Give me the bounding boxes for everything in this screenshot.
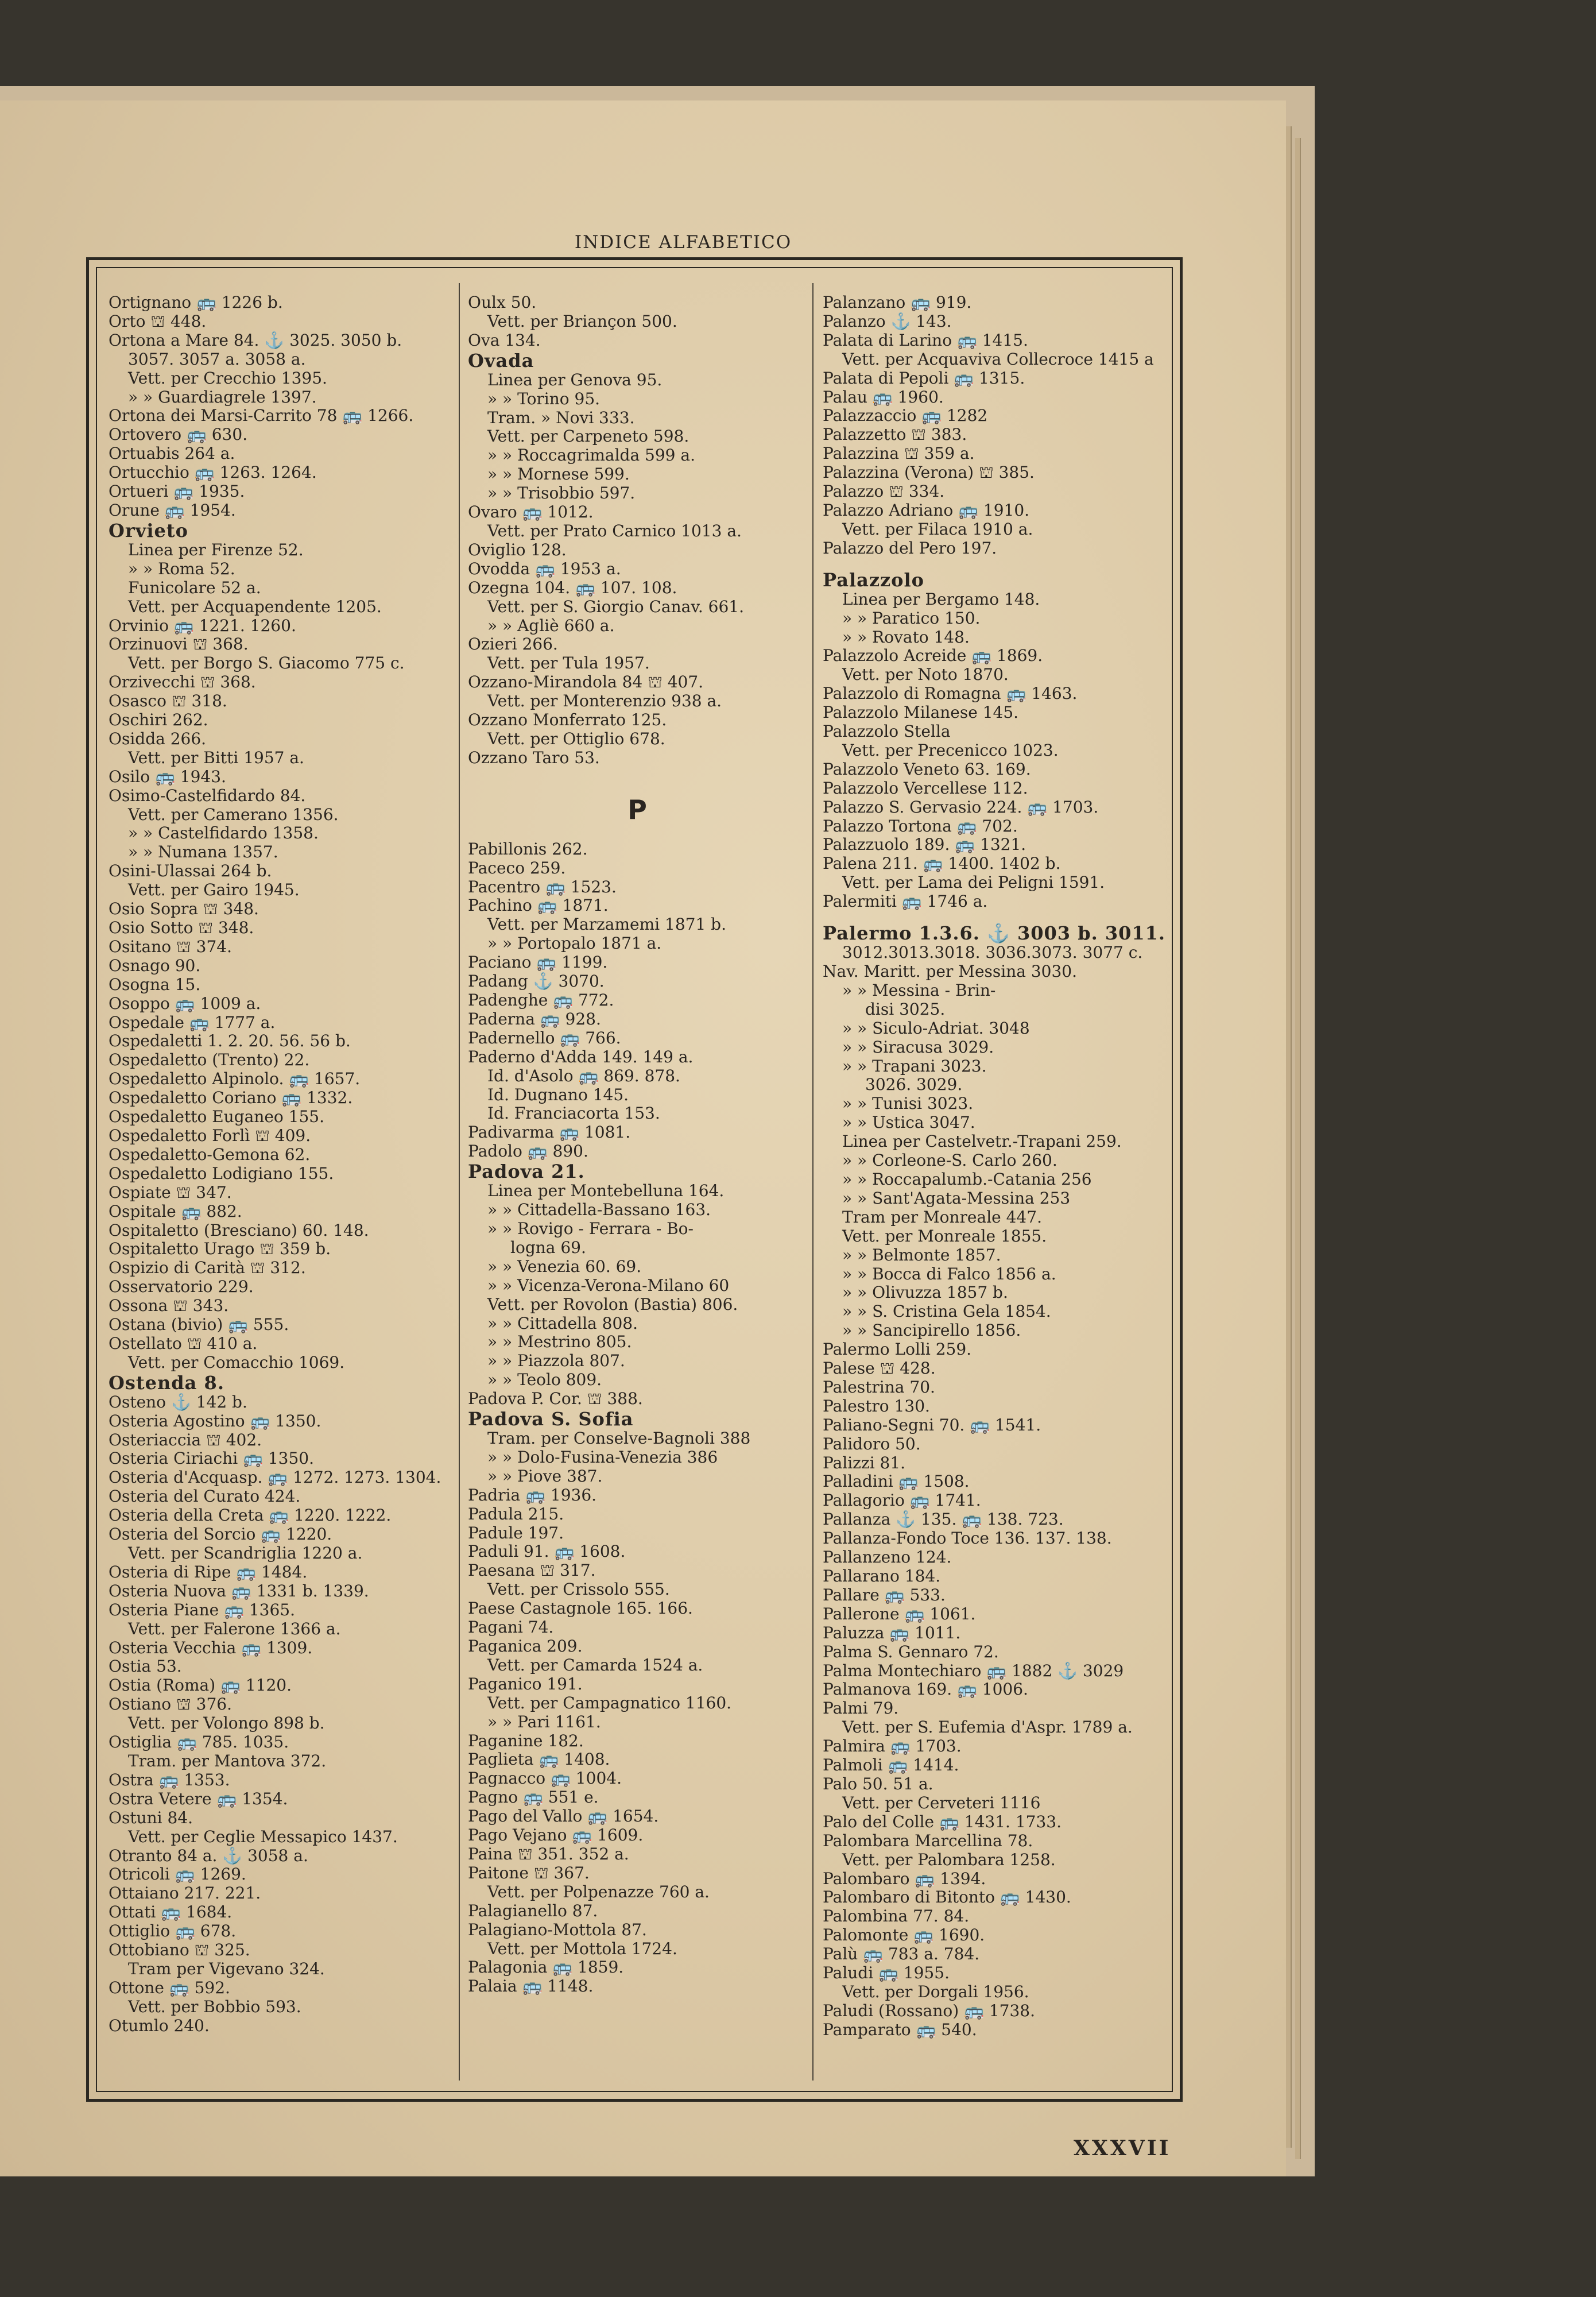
index-entry: Palermiti 🚌 1746 a. <box>823 892 988 911</box>
index-column-3 <box>823 293 1167 2040</box>
index-entry: Vett. per S. Eufemia d'Aspr. 1789 a. <box>842 1718 1133 1737</box>
index-entry: Ostra 🚌 1353. <box>109 1770 230 1789</box>
index-entry: » » Paratico 150. <box>842 609 981 628</box>
index-entry: Vett. per Camarda 1524 a. <box>487 1656 703 1675</box>
index-entry: Pallagorio 🚌 1741. <box>823 1491 981 1510</box>
index-entry: Paganica 209. <box>468 1637 583 1656</box>
index-entry: Palestrina 70. <box>823 1378 935 1397</box>
running-header: INDICE ALFABETICO <box>574 232 792 253</box>
index-entry: Pachino 🚌 1871. <box>468 896 609 915</box>
index-entry: Ortucchio 🚌 1263. 1264. <box>109 463 317 482</box>
index-entry: Osoppo 🚌 1009 a. <box>109 994 261 1013</box>
index-entry: Pagani 74. <box>468 1618 554 1637</box>
index-entry: Vett. per Comacchio 1069. <box>128 1353 345 1372</box>
index-entry: Linea per Bergamo 148. <box>842 590 1040 609</box>
index-entry: Orzinuovi ⛫ 368. <box>109 635 249 654</box>
index-entry: Paese Castagnole 165. 166. <box>468 1599 693 1618</box>
index-entry: » » Tunisi 3023. <box>842 1095 974 1113</box>
index-entry: Osteria della Creta 🚌 1220. 1222. <box>109 1506 392 1525</box>
index-entry: Vett. per Scandriglia 1220 a. <box>128 1544 363 1563</box>
index-entry: » » Bocca di Falco 1856 a. <box>842 1264 1056 1283</box>
index-entry: Ova 134. <box>468 331 541 350</box>
index-entry: Pallerone 🚌 1061. <box>823 1604 976 1623</box>
index-entry: Ortignano 🚌 1226 b. <box>109 293 283 312</box>
index-entry: Palomonte 🚌 1690. <box>823 1926 985 1945</box>
page-edge-stack <box>1295 138 1301 2159</box>
index-entry: Vett. per Marzamemi 1871 b. <box>487 915 727 934</box>
index-entry: Palazzolo Vercellese 112. <box>823 779 1028 798</box>
index-entry: Oviglio 128. <box>468 540 567 559</box>
index-entry: Paitone ⛫ 367. <box>468 1863 590 1882</box>
index-entry: Vett. per Ottiglio 678. <box>487 729 665 748</box>
index-entry: Palazzolo Veneto 63. 169. <box>823 760 1031 779</box>
index-entry: Paglieta 🚌 1408. <box>468 1750 610 1769</box>
index-entry: Osservatorio 229. <box>109 1278 254 1297</box>
index-entry: Ospedaletto Forlì ⛫ 409. <box>109 1126 311 1145</box>
index-entry: Vett. per Gairo 1945. <box>128 881 300 900</box>
index-entry: Palata di Larino 🚌 1415. <box>823 331 1028 350</box>
index-entry: Ossona ⛫ 343. <box>109 1297 229 1316</box>
index-entry: 3012.3013.3018. 3036.3073. 3077 c. <box>842 943 1143 962</box>
index-entry: Palata di Pepoli 🚌 1315. <box>823 369 1025 388</box>
index-entry: Vett. per Lama dei Peligni 1591. <box>842 873 1105 892</box>
index-entry: Osogna 15. <box>109 975 201 994</box>
index-entry: » » Roccagrimalda 599 a. <box>487 446 695 465</box>
index-entry: Paderna 🚌 928. <box>468 1010 601 1028</box>
index-heading: Palermo 1.3.6. ⚓ 3003 b. 3011. <box>823 923 1166 944</box>
index-entry: Oschiri 262. <box>109 711 208 730</box>
index-entry: Osteria Piane 🚌 1365. <box>109 1600 295 1619</box>
index-entry: » » Rovato 148. <box>842 628 970 647</box>
index-entry: Palazzo del Pero 197. <box>823 539 997 558</box>
index-entry: Palena 211. 🚌 1400. 1402 b. <box>823 854 1061 873</box>
index-entry: Linea per Castelvetr.-Trapani 259. <box>842 1132 1122 1151</box>
index-entry: disi 3025. <box>865 1000 946 1019</box>
index-entry: Ostana (bivio) 🚌 555. <box>109 1316 289 1335</box>
index-entry: » » Sant'Agata-Messina 253 <box>842 1189 1071 1208</box>
index-entry: Vett. per Filaca 1910 a. <box>842 520 1033 539</box>
page-number: XXXVII <box>1074 2136 1171 2160</box>
index-entry: » » Mornese 599. <box>487 465 630 484</box>
index-entry: Palo del Colle 🚌 1431. 1733. <box>823 1812 1062 1831</box>
index-entry: Palombina 77. 84. <box>823 1907 970 1926</box>
index-entry: Palombara Marcellina 78. <box>823 1831 1033 1850</box>
index-entry: Ortona a Mare 84. ⚓ 3025. 3050 b. <box>109 331 402 350</box>
index-entry: Ositano ⛫ 374. <box>109 937 232 956</box>
index-entry: » » Piove 387. <box>487 1467 603 1486</box>
index-entry: Ottiglio 🚌 678. <box>109 1922 237 1941</box>
index-entry: Osteria Nuova 🚌 1331 b. 1339. <box>109 1581 369 1600</box>
index-entry: Vett. per Ceglie Messapico 1437. <box>128 1827 398 1846</box>
index-entry: Padang ⚓ 3070. <box>468 972 605 991</box>
index-entry: Linea per Montebelluna 164. <box>487 1182 725 1201</box>
index-entry: Palazzo ⛫ 334. <box>823 482 945 501</box>
index-entry: Osnago 90. <box>109 956 201 975</box>
index-entry: Osteria Vecchia 🚌 1309. <box>109 1638 313 1657</box>
index-entry: Ortueri 🚌 1935. <box>109 482 245 501</box>
index-heading: Padova 21. <box>468 1161 585 1182</box>
index-entry: » » S. Cristina Gela 1854. <box>842 1302 1051 1321</box>
index-entry: Paciano 🚌 1199. <box>468 953 608 972</box>
index-entry: Palestro 130. <box>823 1397 930 1416</box>
index-entry: Pallare 🚌 533. <box>823 1586 946 1604</box>
index-entry: Vett. per Bitti 1957 a. <box>128 748 304 767</box>
index-entry: Ostia (Roma) 🚌 1120. <box>109 1676 292 1695</box>
index-entry: Ospitaletto (Bresciano) 60. 148. <box>109 1221 369 1240</box>
index-entry: Palermo Lolli 259. <box>823 1340 972 1359</box>
index-entry: Palma S. Gennaro 72. <box>823 1642 999 1661</box>
index-entry: Orvinio 🚌 1221. 1260. <box>109 616 296 635</box>
index-entry: » » Agliè 660 a. <box>487 616 615 635</box>
index-entry: Orto ⛫ 448. <box>109 312 207 331</box>
index-entry: Palau 🚌 1960. <box>823 388 944 407</box>
index-entry: Vett. per Carpeneto 598. <box>487 427 689 446</box>
index-entry: Vett. per Volongo 898 b. <box>128 1714 325 1733</box>
index-entry: » » Cittadella 808. <box>487 1314 638 1333</box>
index-entry: Osini-Ulassai 264 b. <box>109 862 272 881</box>
index-entry: Palazzo S. Gervasio 224. 🚌 1703. <box>823 798 1099 817</box>
index-entry: Vett. per Crecchio 1395. <box>128 369 327 388</box>
index-entry: Vett. per Dorgali 1956. <box>842 1982 1029 2001</box>
index-entry: Palanzano 🚌 919. <box>823 293 972 312</box>
index-entry: Vett. per Mottola 1724. <box>487 1939 677 1958</box>
index-entry: Osteria del Curato 424. <box>109 1487 301 1506</box>
index-entry: » » Vicenza-Verona-Milano 60 <box>487 1276 730 1295</box>
index-entry: Pallanza ⚓ 135. 🚌 138. 723. <box>823 1510 1064 1529</box>
index-entry: Vett. per S. Giorgio Canav. 661. <box>487 597 744 616</box>
index-entry: Ospizio di Carità ⛫ 312. <box>109 1259 306 1278</box>
column-separator <box>812 283 814 2081</box>
index-entry: Tram. per Conselve-Bagnoli 388 <box>487 1429 751 1448</box>
index-entry: » » Piazzola 807. <box>487 1352 625 1371</box>
index-entry: Tram. per Mantova 372. <box>128 1751 327 1770</box>
index-entry: Osteria d'Acquasp. 🚌 1272. 1273. 1304. <box>109 1468 441 1487</box>
index-entry: Paderno d'Adda 149. 149 a. <box>468 1047 694 1066</box>
index-entry: Ospedale 🚌 1777 a. <box>109 1013 276 1032</box>
index-entry: » » Mestrino 805. <box>487 1333 632 1352</box>
index-entry: Paganico 191. <box>468 1675 583 1693</box>
index-entry: Vett. per Prato Carnico 1013 a. <box>487 521 742 540</box>
index-entry: » » Olivuzza 1857 b. <box>842 1283 1008 1302</box>
index-heading: Orvieto <box>109 520 188 541</box>
index-entry: Vett. per Palombara 1258. <box>842 1850 1056 1869</box>
index-heading: Padova S. Sofia <box>468 1409 634 1430</box>
index-entry: Vett. per Tula 1957. <box>487 654 650 673</box>
index-entry: » » Roma 52. <box>128 559 235 578</box>
index-entry: Id. Dugnano 145. <box>487 1085 629 1104</box>
index-entry: Pabillonis 262. <box>468 840 588 859</box>
index-entry: Ospiate ⛫ 347. <box>109 1183 232 1202</box>
index-entry: Ozzano Monferrato 125. <box>468 711 667 730</box>
index-entry: » » Dolo-Fusina-Venezia 386 <box>487 1448 718 1467</box>
index-entry: Palagonia 🚌 1859. <box>468 1958 624 1977</box>
index-entry: » » Portopalo 1871 a. <box>487 934 662 953</box>
index-entry: Ostuni 84. <box>109 1808 193 1827</box>
index-entry: Osteria del Sorcio 🚌 1220. <box>109 1525 332 1544</box>
index-entry: Orzivecchi ⛫ 368. <box>109 673 256 692</box>
index-entry: Palombaro di Bitonto 🚌 1430. <box>823 1888 1071 1907</box>
index-entry: » » Sancipirello 1856. <box>842 1321 1021 1340</box>
index-entry: Osteria Ciriachi 🚌 1350. <box>109 1449 314 1468</box>
index-entry: Ozieri 266. <box>468 635 558 654</box>
index-entry: Ottone 🚌 592. <box>109 1978 230 1997</box>
index-column-1 <box>109 293 453 2036</box>
index-entry: » » Trapani 3023. <box>842 1057 987 1076</box>
index-entry: Vett. per Briançon 500. <box>487 312 677 331</box>
index-heading: Ostenda 8. <box>109 1372 224 1393</box>
index-entry: Pagno 🚌 551 e. <box>468 1788 599 1807</box>
index-entry: Palladini 🚌 1508. <box>823 1472 970 1491</box>
section-letter: P <box>627 794 647 825</box>
index-entry: Paludi 🚌 1955. <box>823 1964 950 1983</box>
index-entry: » » Siracusa 3029. <box>842 1038 994 1057</box>
index-entry <box>468 829 807 840</box>
index-entry: Palazzo Adriano 🚌 1910. <box>823 501 1030 520</box>
index-entry: Ospedaletto-Gemona 62. <box>109 1145 311 1164</box>
index-entry: Palagiano-Mottola 87. <box>468 1920 647 1939</box>
index-entry: Palese ⛫ 428. <box>823 1359 936 1378</box>
index-entry: Ovaro 🚌 1012. <box>468 503 594 522</box>
index-entry: Paduli 91. 🚌 1608. <box>468 1542 626 1561</box>
index-entry: Padolo 🚌 890. <box>468 1142 588 1161</box>
index-entry: Vett. per Acquapendente 1205. <box>128 597 382 616</box>
index-entry: Ozzano Taro 53. <box>468 748 600 767</box>
index-entry: Id. d'Asolo 🚌 869. 878. <box>487 1066 680 1085</box>
index-entry: Paliano-Segni 70. 🚌 1541. <box>823 1416 1041 1434</box>
index-entry: » » Castelfidardo 1358. <box>128 824 319 843</box>
index-entry: Palombaro 🚌 1394. <box>823 1869 986 1888</box>
index-entry: Ovodda 🚌 1953 a. <box>468 559 621 578</box>
index-heading: Palazzolo <box>823 569 925 590</box>
index-entry: Pamparato 🚌 540. <box>823 2020 977 2039</box>
index-entry: » » Cittadella-Bassano 163. <box>487 1201 711 1220</box>
index-entry: Osteria Agostino 🚌 1350. <box>109 1412 321 1430</box>
index-entry: Palo 50. 51 a. <box>823 1774 933 1793</box>
index-entry: Ortuabis 264 a. <box>109 444 235 463</box>
index-entry: » » Trisobbio 597. <box>487 484 636 503</box>
index-entry: Paceco 259. <box>468 859 566 877</box>
index-entry: » » Belmonte 1857. <box>842 1246 1001 1264</box>
index-entry: Palazzolo di Romagna 🚌 1463. <box>823 685 1078 703</box>
index-entry: Osteria di Ripe 🚌 1484. <box>109 1563 308 1581</box>
index-entry: Osilo 🚌 1943. <box>109 767 226 786</box>
index-entry: Padule 197. <box>468 1523 564 1542</box>
page-edge-stack <box>1286 126 1292 2148</box>
index-entry: Padula 215. <box>468 1505 564 1523</box>
index-entry: Ospedaletto Lodigiano 155. <box>109 1164 334 1183</box>
index-entry: » » Torino 95. <box>487 389 601 408</box>
index-entry <box>823 911 1167 923</box>
index-entry: Vett. per Noto 1870. <box>842 666 1009 685</box>
index-entry: Paesana ⛫ 317. <box>468 1561 596 1580</box>
index-entry: Padova P. Cor. ⛫ 388. <box>468 1390 643 1409</box>
index-entry: Palù 🚌 783 a. 784. <box>823 1945 980 1964</box>
index-entry: Tram per Vigevano 324. <box>128 1959 325 1978</box>
index-entry: Oulx 50. <box>468 293 537 312</box>
index-entry: Osteriaccia ⛫ 402. <box>109 1430 262 1449</box>
index-entry: Vett. per Polpenazze 760 a. <box>487 1882 710 1901</box>
index-entry: Osteno ⚓ 142 b. <box>109 1393 247 1412</box>
index-entry: Ozegna 104. 🚌 107. 108. <box>468 578 677 597</box>
index-entry: Palanzo ⚓ 143. <box>823 312 952 331</box>
index-entry: Pallanza-Fondo Toce 136. 137. 138. <box>823 1529 1112 1548</box>
index-entry: » » Ustica 3047. <box>842 1113 975 1132</box>
index-entry: » » Roccapalumb.-Catania 256 <box>842 1170 1092 1189</box>
index-entry <box>468 768 807 779</box>
index-entry: Osimo-Castelfidardo 84. <box>109 786 306 805</box>
index-entry: Paina ⛫ 351. 352 a. <box>468 1844 629 1863</box>
index-entry: Palazzo Tortona 🚌 702. <box>823 817 1018 836</box>
index-entry: Pago del Vallo 🚌 1654. <box>468 1807 659 1826</box>
index-entry: Vett. per Crissolo 555. <box>487 1580 670 1599</box>
index-entry: Orune 🚌 1954. <box>109 501 236 520</box>
index-entry: Otricoli 🚌 1269. <box>109 1865 246 1884</box>
index-entry: » » Messina - Brin- <box>842 981 996 1000</box>
index-entry: Ottaiano 217. 221. <box>109 1884 261 1903</box>
index-entry: Vett. per Campagnatico 1160. <box>487 1693 732 1712</box>
index-entry: Osasco ⛫ 318. <box>109 692 227 711</box>
index-entry: Paludi (Rossano) 🚌 1738. <box>823 2001 1035 2020</box>
index-entry: Linea per Firenze 52. <box>128 540 304 559</box>
index-entry: Ostiglia 🚌 785. 1035. <box>109 1733 289 1752</box>
index-entry: Vett. per Bobbio 593. <box>128 1997 301 2016</box>
index-entry: Ospitaletto Urago ⛫ 359 b. <box>109 1240 331 1259</box>
index-entry: Palazzolo Milanese 145. <box>823 703 1019 722</box>
index-entry: Pago Vejano 🚌 1609. <box>468 1826 644 1845</box>
index-entry: Funicolare 52 a. <box>128 578 261 597</box>
index-entry: » » Venezia 60. 69. <box>487 1257 642 1276</box>
index-entry: Ostra Vetere 🚌 1354. <box>109 1789 288 1808</box>
index-entry: Palmanova 169. 🚌 1006. <box>823 1680 1028 1699</box>
index-entry: Ortona dei Marsi-Carrito 78 🚌 1266. <box>109 407 414 426</box>
index-entry: Nav. Maritt. per Messina 3030. <box>823 962 1077 981</box>
index-entry: Palizzi 81. <box>823 1453 906 1472</box>
index-entry <box>823 558 1167 570</box>
index-entry: logna 69. <box>510 1238 586 1257</box>
index-entry: » » Pari 1161. <box>487 1712 601 1731</box>
index-entry: Ospedaletto Euganeo 155. <box>109 1108 325 1127</box>
index-entry: Vett. per Monreale 1855. <box>842 1227 1047 1246</box>
index-entry: Pallanzeno 124. <box>823 1548 952 1567</box>
index-entry: » » Corleone-S. Carlo 260. <box>842 1151 1057 1170</box>
index-entry: Vett. per Camerano 1356. <box>128 805 339 824</box>
index-entry: Padria 🚌 1936. <box>468 1486 597 1505</box>
index-entry: » » Teolo 809. <box>487 1371 602 1390</box>
index-entry: Ortovero 🚌 630. <box>109 426 248 444</box>
index-entry: » » Numana 1357. <box>128 843 278 862</box>
index-entry: » » Rovigo - Ferrara - Bo- <box>487 1219 694 1238</box>
index-entry: Padenghe 🚌 772. <box>468 991 614 1010</box>
index-entry: Tram. » Novi 333. <box>487 408 635 427</box>
index-entry: Palazzina ⛫ 359 a. <box>823 444 975 463</box>
index-entry: Ospedaletto Coriano 🚌 1332. <box>109 1089 353 1108</box>
index-entry: Pagnacco 🚌 1004. <box>468 1769 622 1788</box>
index-entry: Palmoli 🚌 1414. <box>823 1756 959 1775</box>
index-entry: Vett. per Rovolon (Bastia) 806. <box>487 1295 738 1314</box>
index-entry <box>468 779 807 791</box>
index-entry: Pacentro 🚌 1523. <box>468 877 617 896</box>
index-entry: Ospitale 🚌 882. <box>109 1202 242 1221</box>
index-entry: Palazzina (Verona) ⛫ 385. <box>823 463 1035 482</box>
index-entry: Vett. per Borgo S. Giacomo 775 c. <box>128 654 405 673</box>
index-entry: Palagianello 87. <box>468 1901 598 1920</box>
index-heading: Ovada <box>468 350 534 371</box>
column-separator <box>459 283 460 2081</box>
index-entry: Ospedaletto Alpinolo. 🚌 1657. <box>109 1070 361 1089</box>
index-entry: Paganine 182. <box>468 1731 584 1750</box>
index-frame-inner <box>96 267 1173 2092</box>
index-column-2 <box>468 293 807 1996</box>
index-entry: Palmi 79. <box>823 1699 899 1718</box>
index-entry: Osio Sopra ⛫ 348. <box>109 900 259 919</box>
index-entry: Ostia 53. <box>109 1657 182 1676</box>
index-entry: Palazzolo Stella <box>823 722 951 741</box>
index-entry: Osidda 266. <box>109 729 207 748</box>
index-entry: Otranto 84 a. ⚓ 3058 a. <box>109 1846 308 1865</box>
index-entry: Palazzaccio 🚌 1282 <box>823 407 988 426</box>
index-entry: 3057. 3057 a. 3058 a. <box>128 350 306 369</box>
index-entry: Id. Franciacorta 153. <box>487 1104 660 1123</box>
index-entry: Palazzolo Acreide 🚌 1869. <box>823 647 1043 666</box>
index-frame <box>86 257 1183 2102</box>
index-entry: Palazzetto ⛫ 383. <box>823 426 967 444</box>
index-entry: Pallarano 184. <box>823 1567 941 1586</box>
index-entry: Palazzuolo 189. 🚌 1321. <box>823 836 1026 854</box>
index-entry: Ospedaletti 1. 2. 20. 56. 56 b. <box>109 1032 351 1051</box>
index-entry: Palmira 🚌 1703. <box>823 1737 962 1756</box>
index-entry: Ostiano ⛫ 376. <box>109 1695 232 1714</box>
index-entry: Otumlo 240. <box>109 2016 210 2035</box>
index-entry: Palma Montechiaro 🚌 1882 ⚓ 3029 <box>823 1661 1124 1680</box>
index-entry: Ottobiano ⛫ 325. <box>109 1941 250 1960</box>
index-entry: Tram per Monreale 447. <box>842 1208 1042 1227</box>
index-entry: 3026. 3029. <box>865 1076 963 1095</box>
index-entry: Vett. per Falerone 1366 a. <box>128 1619 341 1638</box>
index-entry: Ottati 🚌 1684. <box>109 1903 233 1922</box>
index-entry: Ozzano-Mirandola 84 ⛫ 407. <box>468 673 704 692</box>
index-entry: Ostellato ⛫ 410 a. <box>109 1334 258 1353</box>
index-entry: » » Guardiagrele 1397. <box>128 388 317 407</box>
index-entry: Vett. per Precenicco 1023. <box>842 741 1059 760</box>
index-entry: Vett. per Acquaviva Collecroce 1415 a <box>842 350 1154 369</box>
index-entry: » » Siculo-Adriat. 3048 <box>842 1019 1030 1038</box>
index-entry: Paluzza 🚌 1011. <box>823 1623 961 1642</box>
index-entry: Vett. per Monterenzio 938 a. <box>487 692 722 711</box>
index-entry: Ospedaletto (Trento) 22. <box>109 1051 310 1070</box>
index-entry: Osio Sotto ⛫ 348. <box>109 919 254 937</box>
index-entry: Padernello 🚌 766. <box>468 1028 621 1047</box>
index-entry: Palidoro 50. <box>823 1434 921 1453</box>
index-entry: Padivarma 🚌 1081. <box>468 1123 631 1142</box>
index-entry: Linea per Genova 95. <box>487 370 663 389</box>
index-entry: Vett. per Cerveteri 1116 <box>842 1793 1041 1812</box>
index-entry: Palaia 🚌 1148. <box>468 1977 594 1996</box>
